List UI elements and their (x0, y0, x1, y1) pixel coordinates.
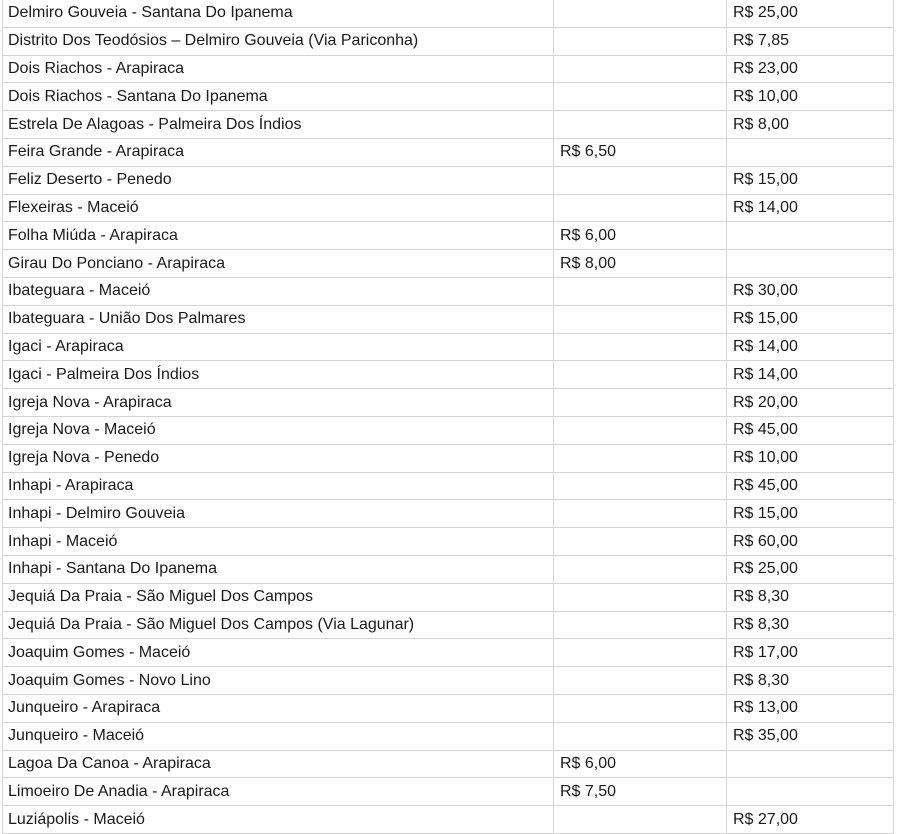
table-row (3, 222, 894, 250)
route-cell: Flexeiras - Maceió (3, 194, 554, 222)
route-cell: Junqueiro - Arapiraca (3, 694, 554, 722)
price-b-cell: R$ 15,00 (727, 500, 894, 528)
table-row (3, 444, 894, 472)
table-row (3, 389, 894, 417)
price-a-cell (554, 722, 727, 750)
fares-table (2, 0, 894, 834)
table-row (3, 138, 894, 166)
route-cell: Joaquim Gomes - Maceió (3, 639, 554, 667)
price-b-cell: R$ 14,00 (727, 361, 894, 389)
price-b-cell: R$ 25,00 (727, 555, 894, 583)
price-a-cell (554, 361, 727, 389)
price-a-cell: R$ 8,00 (554, 250, 727, 278)
table-row (3, 722, 894, 750)
price-a-cell (554, 333, 727, 361)
price-a-cell (554, 277, 727, 305)
price-a-cell (554, 111, 727, 139)
price-a-cell (554, 694, 727, 722)
table-row (3, 250, 894, 278)
price-a-cell: R$ 6,50 (554, 138, 727, 166)
price-b-cell: R$ 8,00 (727, 111, 894, 139)
price-b-cell: R$ 8,30 (727, 611, 894, 639)
table-row (3, 333, 894, 361)
table-row (3, 472, 894, 500)
table-row (3, 583, 894, 611)
route-cell: Igreja Nova - Arapiraca (3, 389, 554, 417)
price-b-cell: R$ 23,00 (727, 55, 894, 83)
table-row (3, 83, 894, 111)
route-cell: Igaci - Arapiraca (3, 333, 554, 361)
route-cell: Feira Grande - Arapiraca (3, 138, 554, 166)
table-row (3, 305, 894, 333)
route-cell: Igreja Nova - Penedo (3, 444, 554, 472)
table-row (3, 611, 894, 639)
fares-table-body (3, 0, 894, 833)
route-cell: Junqueiro - Maceió (3, 722, 554, 750)
price-b-cell: R$ 8,30 (727, 583, 894, 611)
route-cell: Luziápolis - Maceió (3, 806, 554, 834)
table-row (3, 0, 894, 27)
price-a-cell (554, 806, 727, 834)
price-b-cell: R$ 45,00 (727, 416, 894, 444)
route-cell: Lagoa Da Canoa - Arapiraca (3, 750, 554, 778)
route-cell: Limoeiro De Anadia - Arapiraca (3, 778, 554, 806)
table-row (3, 667, 894, 695)
table-row (3, 555, 894, 583)
route-cell: Girau Do Ponciano - Arapiraca (3, 250, 554, 278)
table-row (3, 361, 894, 389)
price-b-cell: R$ 7,85 (727, 27, 894, 55)
table-row (3, 806, 894, 834)
price-b-cell: R$ 14,00 (727, 194, 894, 222)
table-row (3, 27, 894, 55)
price-b-cell: R$ 45,00 (727, 472, 894, 500)
price-b-cell: R$ 35,00 (727, 722, 894, 750)
price-b-cell (727, 222, 894, 250)
price-b-cell (727, 750, 894, 778)
price-a-cell (554, 27, 727, 55)
price-a-cell (554, 416, 727, 444)
route-cell: Igreja Nova - Maceió (3, 416, 554, 444)
table-row (3, 639, 894, 667)
route-cell: Distrito Dos Teodósios – Delmiro Gouveia (Via Pariconha) (3, 27, 554, 55)
route-cell: Ibateguara - Maceió (3, 277, 554, 305)
price-a-cell (554, 611, 727, 639)
price-a-cell (554, 667, 727, 695)
price-b-cell: R$ 10,00 (727, 83, 894, 111)
price-a-cell (554, 305, 727, 333)
price-b-cell: R$ 60,00 (727, 528, 894, 556)
table-row (3, 416, 894, 444)
price-b-cell: R$ 20,00 (727, 389, 894, 417)
price-a-cell: R$ 6,00 (554, 750, 727, 778)
price-b-cell: R$ 14,00 (727, 333, 894, 361)
route-cell: Inhapi - Santana Do Ipanema (3, 555, 554, 583)
price-b-cell (727, 250, 894, 278)
route-cell: Estrela De Alagoas - Palmeira Dos Índios (3, 111, 554, 139)
route-cell: Dois Riachos - Santana Do Ipanema (3, 83, 554, 111)
price-b-cell: R$ 15,00 (727, 166, 894, 194)
price-a-cell: R$ 6,00 (554, 222, 727, 250)
route-cell: Delmiro Gouveia - Santana Do Ipanema (3, 0, 554, 27)
route-cell: Ibateguara - União Dos Palmares (3, 305, 554, 333)
route-cell: Jequiá Da Praia - São Miguel Dos Campos (Via Lagunar) (3, 611, 554, 639)
table-row (3, 778, 894, 806)
price-a-cell (554, 55, 727, 83)
price-a-cell (554, 528, 727, 556)
price-b-cell: R$ 17,00 (727, 639, 894, 667)
route-cell: Inhapi - Arapiraca (3, 472, 554, 500)
price-a-cell (554, 444, 727, 472)
price-a-cell (554, 389, 727, 417)
price-a-cell (554, 500, 727, 528)
price-b-cell: R$ 27,00 (727, 806, 894, 834)
table-row (3, 528, 894, 556)
route-cell: Folha Miúda - Arapiraca (3, 222, 554, 250)
price-b-cell: R$ 15,00 (727, 305, 894, 333)
price-b-cell: R$ 10,00 (727, 444, 894, 472)
table-row (3, 750, 894, 778)
table-row (3, 694, 894, 722)
table-row (3, 111, 894, 139)
price-a-cell (554, 555, 727, 583)
table-row (3, 166, 894, 194)
price-b-cell (727, 138, 894, 166)
route-cell: Dois Riachos - Arapiraca (3, 55, 554, 83)
route-cell: Jequiá Da Praia - São Miguel Dos Campos (3, 583, 554, 611)
route-cell: Joaquim Gomes - Novo Lino (3, 667, 554, 695)
table-row (3, 194, 894, 222)
price-a-cell (554, 83, 727, 111)
table-row (3, 277, 894, 305)
route-cell: Feliz Deserto - Penedo (3, 166, 554, 194)
price-a-cell (554, 583, 727, 611)
route-cell: Inhapi - Maceió (3, 528, 554, 556)
price-a-cell (554, 472, 727, 500)
price-b-cell: R$ 13,00 (727, 694, 894, 722)
price-b-cell: R$ 8,30 (727, 667, 894, 695)
price-a-cell (554, 166, 727, 194)
route-cell: Igaci - Palmeira Dos Índios (3, 361, 554, 389)
price-a-cell (554, 0, 727, 27)
table-row (3, 500, 894, 528)
price-a-cell (554, 194, 727, 222)
price-a-cell: R$ 7,50 (554, 778, 727, 806)
price-a-cell (554, 639, 727, 667)
price-b-cell (727, 778, 894, 806)
price-b-cell: R$ 25,00 (727, 0, 894, 27)
table-row (3, 55, 894, 83)
route-cell: Inhapi - Delmiro Gouveia (3, 500, 554, 528)
price-b-cell: R$ 30,00 (727, 277, 894, 305)
